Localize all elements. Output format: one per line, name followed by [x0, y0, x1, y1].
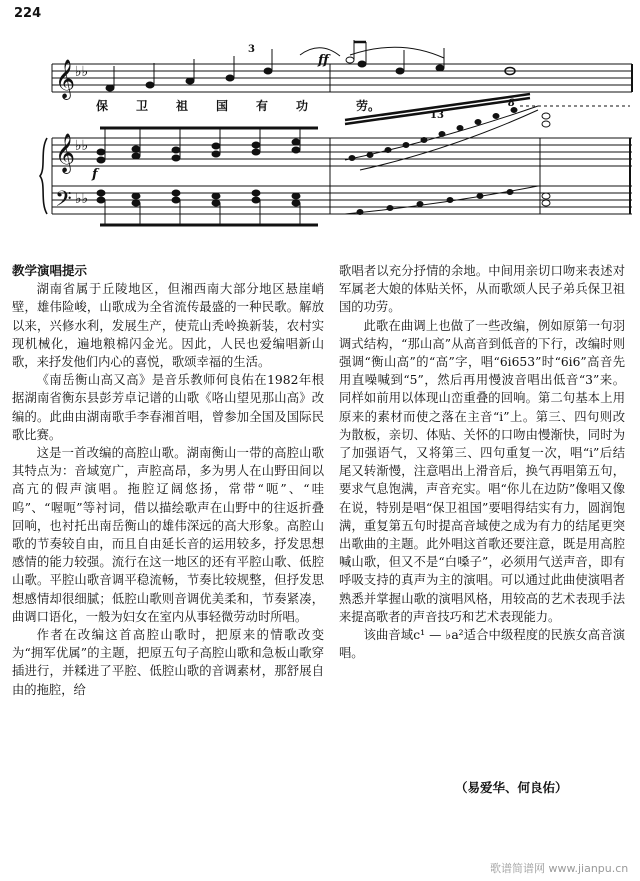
page-number: 224: [14, 6, 42, 21]
dynamic-f: f: [92, 167, 98, 182]
left-text-column: [12, 262, 324, 699]
svg-text:♭♭: ♭♭: [75, 191, 89, 207]
paragraph: 湖南省属于丘陵地区，但湘西南大部分地区悬崖峭壁，雄伟险峻，山歌成为全省流传最盛的一种民歌。解放以来，兴修水利，发展生产，使荒山秃岭换新装，农村实现机械化，遍地粮棉闪金光。因此，人民也爱编唱新山歌，来抒发他们内心的喜悦，歌颂幸福的生活。: [12, 282, 324, 370]
dynamic-ff: ff: [318, 53, 329, 68]
lyric-char: 功: [296, 99, 309, 113]
vocal-staff: [52, 64, 632, 92]
paragraph: 作者在改编这首高腔山歌时，把原来的情歌改变为“拥军优属”的主题，把原五句子高腔山歌和急板山歌穿插进行，并糅进了平腔、低腔山歌的音调素材，那舒展自由的拖腔，给: [12, 628, 324, 697]
ottava-mark: 8: [508, 98, 515, 109]
lyric-char: 卫: [136, 99, 149, 113]
paragraph: 这是一首改编的高腔山歌。湖南衡山一带的高腔山歌其特点为：音域宽广，声腔高昂，多为男人在山野田间以高亢的假声演唱。拖腔辽阔悠扬，常带“呃”、“哇呜”、“喔呃”等衬词，借以描绘歌声在山野中的往返折叠回响，也衬托出南岳衡山的雄伟深远的高大形象。高腔山歌的节奏较自由，而且自由延长音的运用较多，抒发思想感情的能力较强。流行在这一地区的还有平腔山歌、低腔山歌。平腔山歌音调平稳流畅，节奏比较规整，但抒发思想感情却很细腻；低腔山歌则音调优美柔和，节奏紧凑，曲调口语化，一般为妇女在室内从事轻微劳动时所唱。: [12, 446, 324, 624]
paragraph: 歌唱者以充分抒情的余地。中间用亲切口吻来表述对军属老大娘的体贴关怀，从而歌颂人民子弟兵保卫祖国的功劳。: [339, 264, 625, 315]
author-credit: （易爱华、何良佑）: [455, 780, 568, 795]
lyric-char: 祖: [176, 99, 189, 113]
right-text-column: [339, 262, 625, 662]
bass-clef-icon: 𝄢: [55, 187, 72, 217]
piano-treble-staff: [52, 138, 632, 166]
lyric-char: 有: [256, 99, 269, 113]
svg-text:♭♭: ♭♭: [75, 138, 89, 154]
treble-clef-icon: 𝄞: [55, 59, 76, 99]
paragraph: 该曲音域c¹ — ♭a²适合中级程度的民族女高音演唱。: [339, 628, 625, 661]
tuplet-number: 13: [430, 110, 444, 121]
triplet-number: 3: [248, 44, 255, 55]
section-heading: 教学演唱提示: [12, 263, 88, 278]
lyric-char: 劳。: [356, 99, 381, 113]
watermark: 歌谱简谱网 www.jianpu.cn: [490, 862, 629, 875]
lyric-char: 保: [96, 99, 109, 113]
lyric-char: 国: [216, 99, 229, 113]
treble-clef-icon: 𝄞: [55, 133, 76, 173]
paragraph: 《南岳衡山高又高》是音乐教师何良佑在1982年根据湖南省衡东县彭芳卓记谱的山歌《咯山望见那山高》改编的。此曲由湖南歌手李春湘首唱，曾参加全国及国际民歌比赛。: [12, 373, 324, 442]
paragraph: 此歌在曲调上也做了一些改编，例如原第一句羽调式结构，“那山高”从高音到低音的下行，改编时则强调“衡山高”的“高”字，唱“6i653”时“6i6”高音先用直噪喊到“5”，然后再用慢波音唱出低音“3”来。同样如前用以体现山峦重叠的回响。第二句基本上用原来的素材而使之落在主音“i”上。第三、四句则改为散板，亲切、体贴、关怀的口吻由慢渐快，同时为了加强语气，又将第三、四句重复一次，唱“i”后结尾又转渐慢，注意唱出上滑音后，换气再唱第五句，要求气息饱满，声音充实。唱“你儿在边防”像唱又像在说，特别是唱“保卫祖国”要唱得结实有力，圆润饱满，重复第五句时提高音域使之成为有力的结尾更突出歌曲的主题。此外唱这首歌还要注意，既是用高腔喊山歌，但又不是“白嗓子”，必须用气送声音，即有呼吸支持的真声为主的演唱。可以通过此曲使演唱者熟悉并掌握山歌的演唱风格，用较高的艺术表现手法来提高歌者的声音技巧和艺术表现能力。: [339, 318, 625, 624]
music-score: [0, 0, 640, 245]
svg-text:♭♭: ♭♭: [75, 64, 89, 80]
